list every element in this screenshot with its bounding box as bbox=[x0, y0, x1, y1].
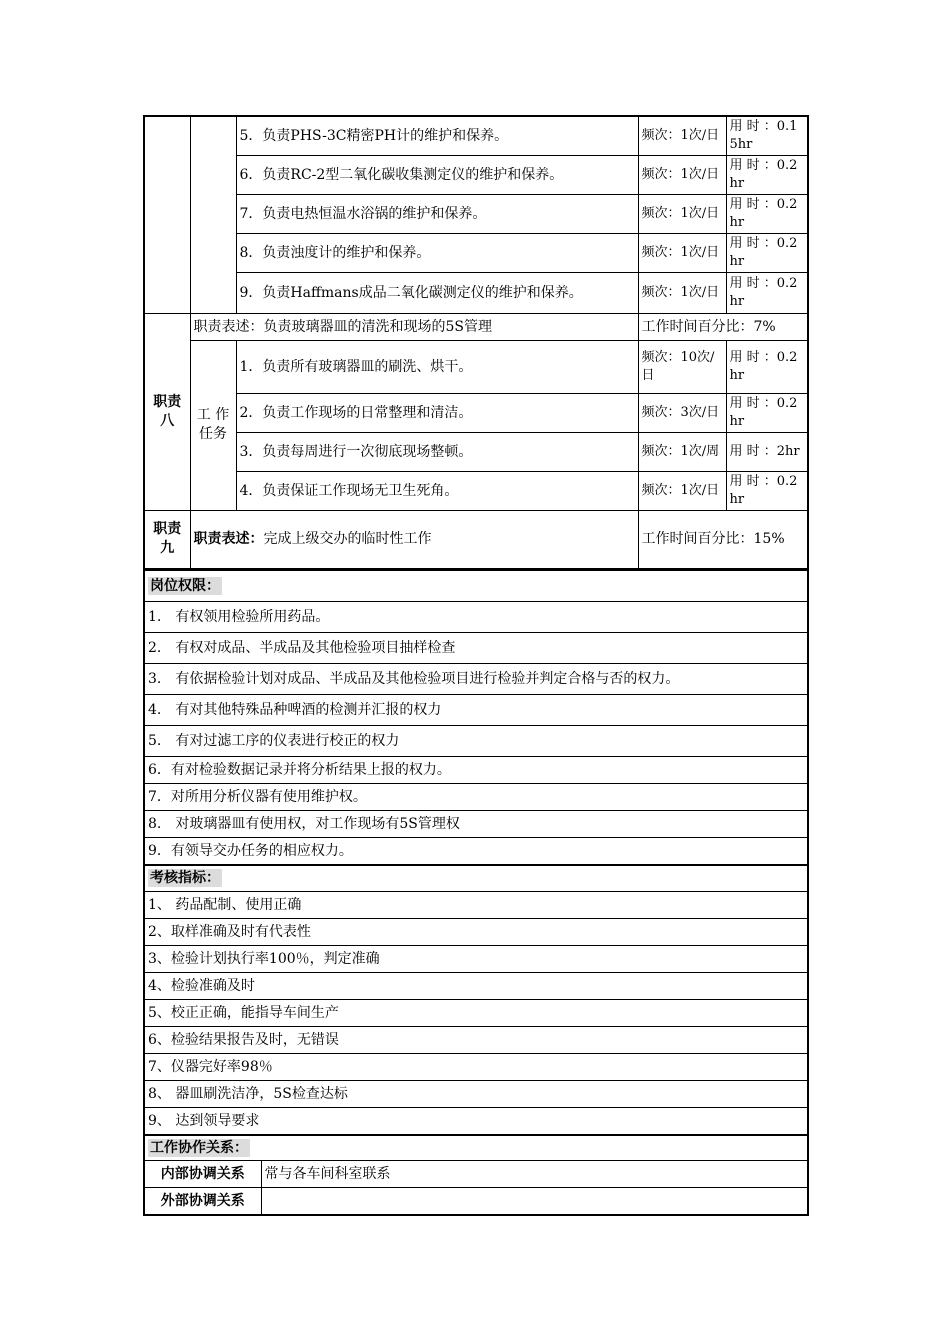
authority-item-2: 2. 有权对成品、半成品及其他检验项目抽样检查 bbox=[144, 633, 808, 664]
duty8-task-3-freq: 频次：1次/周 bbox=[638, 432, 726, 471]
external-relation-value bbox=[261, 1188, 808, 1215]
duty8-label: 职责八 bbox=[144, 313, 190, 510]
duty7-task-9: 9．负责Haffmans成品二氧化碳测定仪的维护和保养。 bbox=[236, 272, 638, 313]
kpi-item-5: 5、校正正确，能指导车间生产 bbox=[144, 1000, 808, 1027]
authority-item-9: 9．有领导交办任务的相应权力。 bbox=[144, 838, 808, 865]
duty9-statement: 完成上级交办的临时性工作 bbox=[263, 531, 432, 548]
duty9-statement-cell bbox=[190, 510, 638, 569]
authority-item-6: 6．有对检验数据记录并将分析结果上报的权力。 bbox=[144, 757, 808, 784]
duty8-task-4-time: 用 时 ：0.2hr bbox=[726, 471, 808, 510]
duty8-task-1-freq: 频次：10次/日 bbox=[638, 340, 726, 393]
duty8-task-1-time: 用 时 ：0.2hr bbox=[726, 340, 808, 393]
authority-item-1: 1. 有权领用检验所用药品。 bbox=[144, 602, 808, 633]
duty7-sublabel-cell bbox=[190, 116, 236, 313]
kpi-item-6: 6、检验结果报告及时，无错误 bbox=[144, 1027, 808, 1054]
duty8-task-1: 1．负责所有玻璃器皿的刷洗、烘干。 bbox=[236, 340, 638, 393]
kpi-item-3: 3、检验计划执行率100％，判定准确 bbox=[144, 946, 808, 973]
job-description-document bbox=[143, 115, 807, 1216]
duty7-task-6: 6．负责RC-2型二氧化碳收集测定仪的维护和保养。 bbox=[236, 155, 638, 194]
kpi-item-8: 8、 器皿刷洗洁净，5S检查达标 bbox=[144, 1081, 808, 1108]
relations-title-cell bbox=[144, 1135, 808, 1161]
relations-title: 工作协作关系： bbox=[150, 1139, 248, 1156]
duty7-task-9-freq: 频次：1次/日 bbox=[638, 272, 726, 313]
duty9-percent: 工作时间百分比：15% bbox=[638, 510, 808, 569]
authority-item-7: 7．对所用分析仪器有使用维护权。 bbox=[144, 784, 808, 811]
duty7-task-5-time: 用 时 ：0.15hr bbox=[726, 116, 808, 155]
duty8-statement: 职责表述：负责玻璃器皿的清洗和现场的5S管理 bbox=[190, 313, 638, 340]
external-relation-label: 外部协调关系 bbox=[144, 1188, 261, 1215]
duty8-percent: 工作时间百分比：7% bbox=[638, 313, 808, 340]
duty7-task-8-freq: 频次：1次/日 bbox=[638, 233, 726, 272]
authority-item-8: 8. 对玻璃器皿有使用权，对工作现场有5S管理权 bbox=[144, 811, 808, 838]
info-table bbox=[143, 570, 809, 1216]
duty9-statement-label: 职责表述： bbox=[193, 531, 264, 548]
internal-relation-value: 常与各车间科室联系 bbox=[261, 1161, 808, 1188]
duty8-task-2-freq: 频次：3次/日 bbox=[638, 393, 726, 432]
internal-relation-label: 内部协调关系 bbox=[144, 1161, 261, 1188]
duty9-label: 职责九 bbox=[144, 510, 190, 569]
duty8-task-2-time: 用 时 ：0.2hr bbox=[726, 393, 808, 432]
kpi-item-9: 9、 达到领导要求 bbox=[144, 1108, 808, 1135]
duty7-label-cell bbox=[144, 116, 190, 313]
authority-item-5: 5. 有对过滤工序的仪表进行校正的权力 bbox=[144, 726, 808, 757]
kpi-title-cell bbox=[144, 865, 808, 892]
duty8-task-label: 工 作任务 bbox=[190, 340, 236, 510]
kpi-item-1: 1、 药品配制、使用正确 bbox=[144, 892, 808, 919]
duty7-task-8-time: 用 时 ：0.2hr bbox=[726, 233, 808, 272]
duty8-task-4: 4．负责保证工作现场无卫生死角。 bbox=[236, 471, 638, 510]
duty8-task-3: 3．负责每周进行一次彻底现场整顿。 bbox=[236, 432, 638, 471]
kpi-item-7: 7、仪器完好率98％ bbox=[144, 1054, 808, 1081]
duty7-task-9-time: 用 时 ：0.2hr bbox=[726, 272, 808, 313]
duty8-task-4-freq: 频次：1次/日 bbox=[638, 471, 726, 510]
kpi-item-4: 4、检验准确及时 bbox=[144, 973, 808, 1000]
duty7-task-7: 7．负责电热恒温水浴锅的维护和保养。 bbox=[236, 194, 638, 233]
authority-title-cell bbox=[144, 571, 808, 602]
duty7-task-5-freq: 频次：1次/日 bbox=[638, 116, 726, 155]
duty7-task-8: 8．负责浊度计的维护和保养。 bbox=[236, 233, 638, 272]
authority-item-3: 3. 有依据检验计划对成品、半成品及其他检验项目进行检验并判定合格与否的权力。 bbox=[144, 664, 808, 695]
duty8-task-3-time: 用 时 ：2hr bbox=[726, 432, 808, 471]
duty7-task-7-time: 用 时 ：0.2hr bbox=[726, 194, 808, 233]
duty7-task-5: 5．负责PHS-3C精密PH计的维护和保养。 bbox=[236, 116, 638, 155]
kpi-item-2: 2、取样准确及时有代表性 bbox=[144, 919, 808, 946]
duty8-task-2: 2．负责工作现场的日常整理和清洁。 bbox=[236, 393, 638, 432]
duty7-task-6-time: 用 时 ：0.2hr bbox=[726, 155, 808, 194]
duties-table bbox=[143, 115, 809, 570]
duty7-task-7-freq: 频次：1次/日 bbox=[638, 194, 726, 233]
authority-title: 岗位权限： bbox=[150, 578, 220, 594]
kpi-title: 考核指标： bbox=[150, 870, 220, 887]
authority-item-4: 4. 有对其他特殊品种啤酒的检测并汇报的权力 bbox=[144, 695, 808, 726]
duty7-task-6-freq: 频次：1次/日 bbox=[638, 155, 726, 194]
